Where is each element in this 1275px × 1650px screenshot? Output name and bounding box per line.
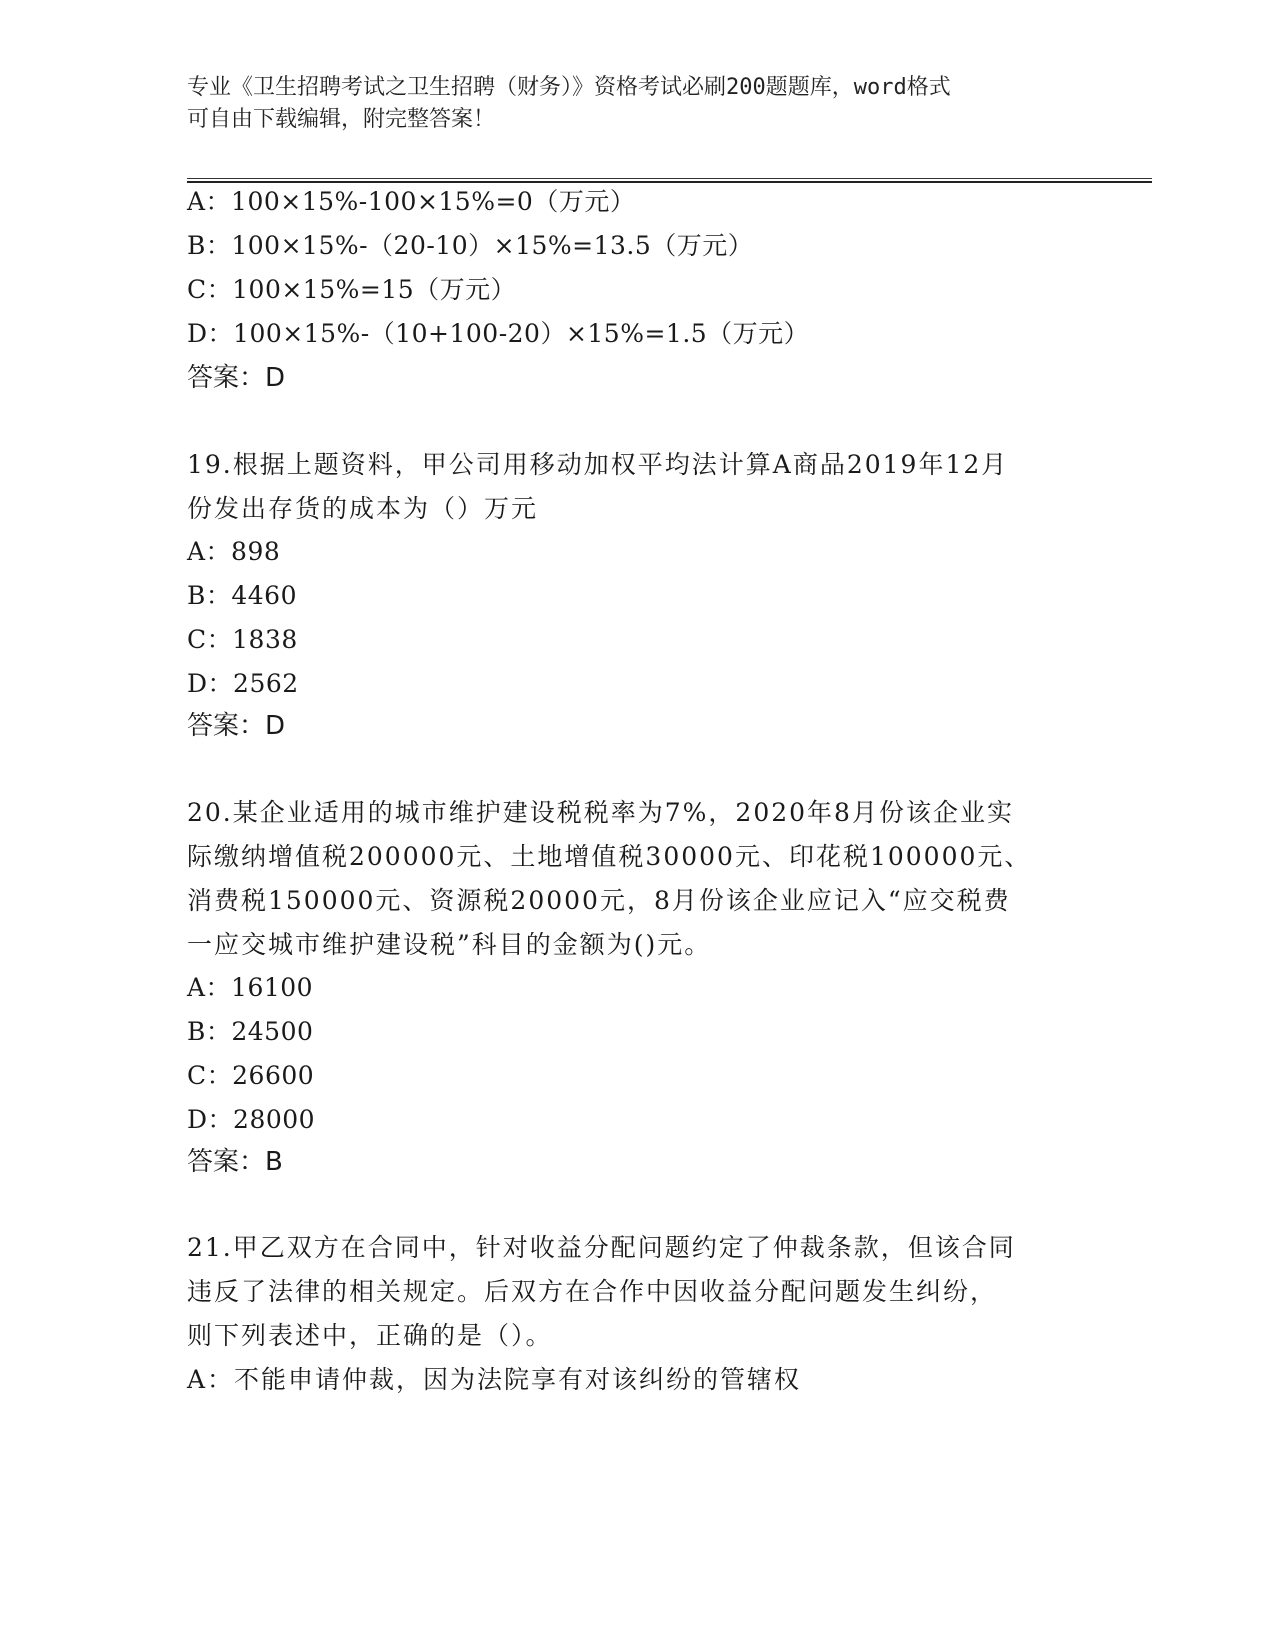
q20-text-line-4: 一应交城市维护建设税”科目的金额为()元。 — [187, 930, 712, 959]
q21-text-line-1: 21.甲乙双方在合同中，针对收益分配问题约定了仲裁条款，但该合同 — [187, 1233, 1016, 1262]
q20-text-line-3: 消费税150000元、资源税20000元，8月份该企业应记入“应交税费 — [187, 886, 1011, 915]
document-header — [187, 72, 1067, 136]
q18-answer: 答案：D — [187, 363, 286, 393]
q19-option-d: D：2562 — [187, 669, 299, 698]
q18-option-c: C：100×15%=15（万元） — [187, 275, 517, 304]
q20-answer: 答案：B — [187, 1147, 283, 1177]
header-title-line-2: 可自由下载编辑，附完整答案！ — [187, 107, 496, 132]
q20-option-a: A：16100 — [187, 973, 314, 1002]
q20-option-d: D：28000 — [187, 1105, 316, 1134]
q20-text-line-1: 20.某企业适用的城市维护建设税税率为7%，2020年8月份该企业实 — [187, 798, 1014, 827]
header-divider-thin — [187, 178, 1152, 179]
q20-option-b: B：24500 — [187, 1017, 314, 1046]
q19-answer: 答案：D — [187, 711, 286, 741]
q19-text-line-2: 份发出存货的成本为（）万元 — [187, 494, 539, 523]
header-divider-thick — [187, 181, 1152, 183]
q18-option-d: D：100×15%-（10+100-20）×15%=1.5（万元） — [187, 319, 810, 348]
q18-option-b: B：100×15%-（20-10）×15%=13.5（万元） — [187, 231, 754, 260]
q20-text-line-2: 际缴纳增值税200000元、土地增值税30000元、印花税100000元、 — [187, 842, 1032, 871]
q20-option-c: C：26600 — [187, 1061, 315, 1090]
q19-text-line-1: 19.根据上题资料，甲公司用移动加权平均法计算A商品2019年12月 — [187, 450, 1009, 479]
header-title-line-1: 专业《卫生招聘考试之卫生招聘（财务）》资格考试必刷200题题库，word格式 — [187, 75, 951, 100]
q21-text-line-3: 则下列表述中，正确的是（）。 — [187, 1321, 553, 1350]
q18-option-a: A：100×15%-100×15%=0（万元） — [187, 187, 636, 216]
q19-option-a: A：898 — [187, 537, 281, 566]
q21-text-line-2: 违反了法律的相关规定。后双方在合作中因收益分配问题发生纠纷， — [187, 1277, 998, 1306]
q19-option-b: B：4460 — [187, 581, 297, 610]
q21-option-a: A：不能申请仲裁，因为法院享有对该纠纷的管辖权 — [187, 1365, 802, 1394]
q19-option-c: C：1838 — [187, 625, 298, 654]
